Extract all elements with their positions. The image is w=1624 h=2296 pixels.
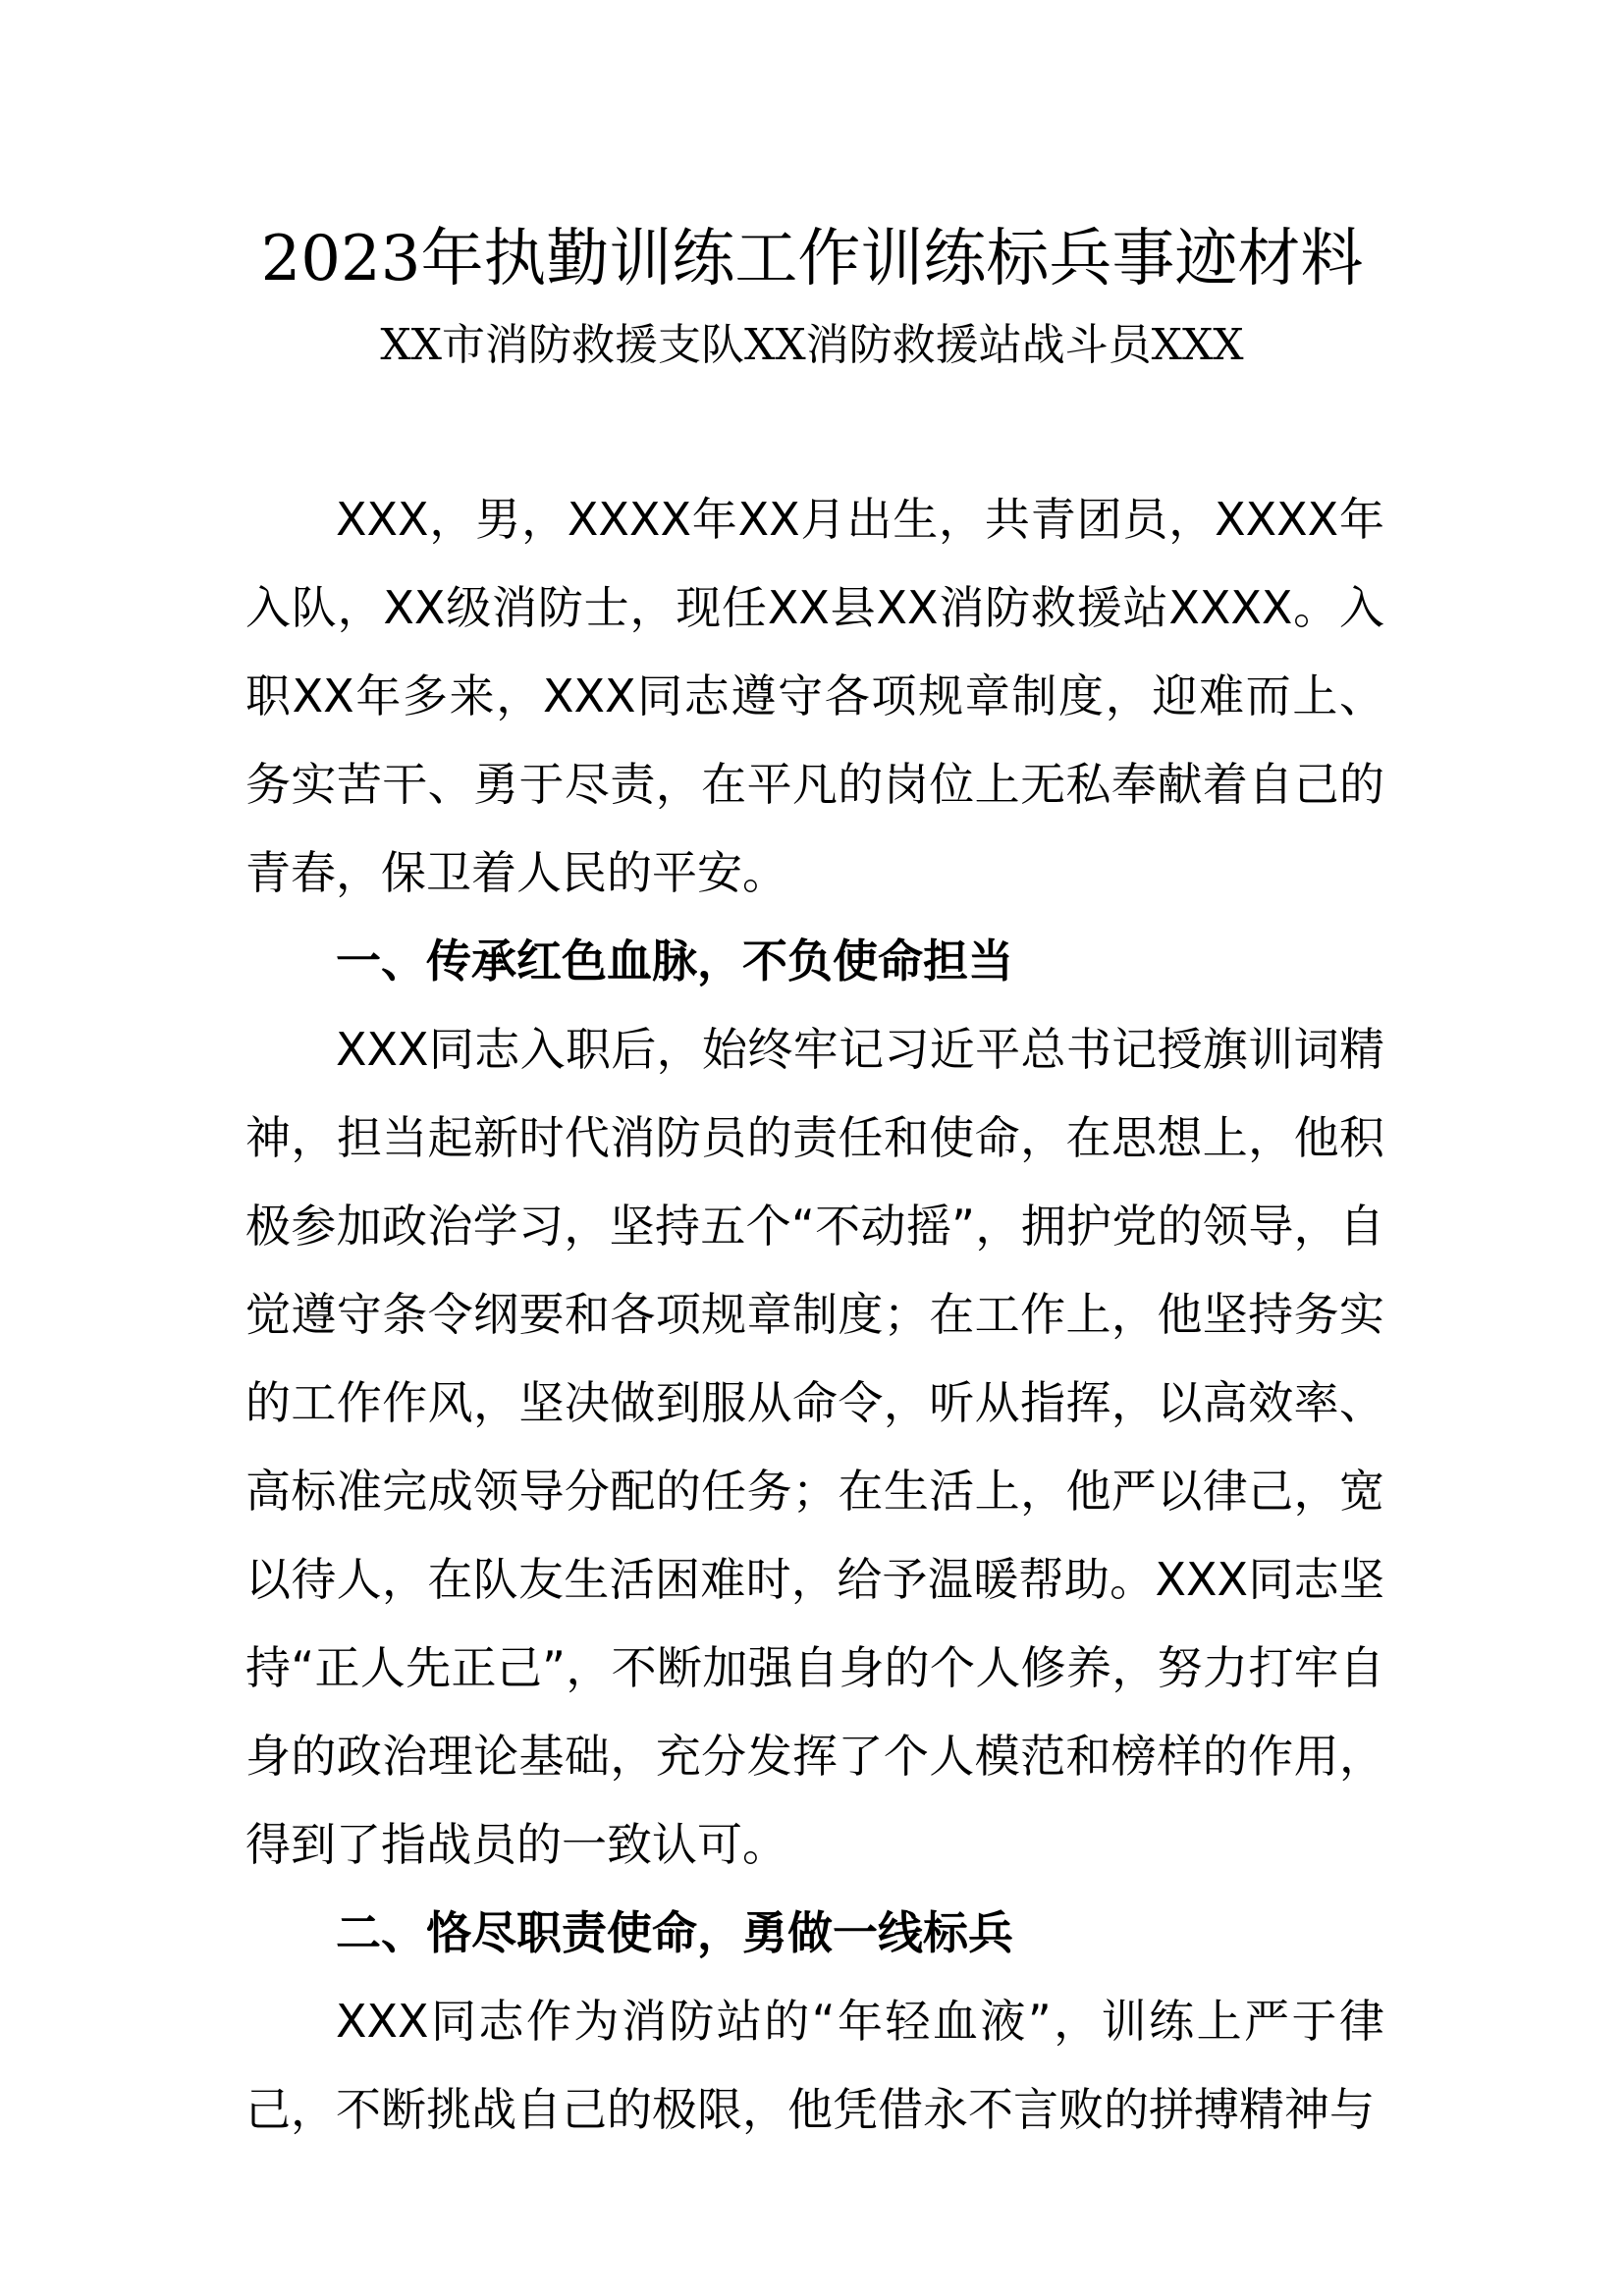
document-body (245, 475, 1384, 2154)
document-subtitle: XX市消防救援支队XX消防救援站战斗员XXX (380, 320, 1244, 370)
section-1-heading: 一、传承红色血脉，不负使命担当 (336, 934, 1013, 988)
document-title: 2023年执勤训练工作训练标兵事迹材料 (260, 223, 1364, 295)
section-2-heading: 二、恪尽职责使命，勇做一线标兵 (336, 1906, 1013, 1959)
intro-paragraph: XXX，男，XXXX年XX月出生，共青团员，XXXX年入队，XX级消防士，现任XX县XX消防救援站XXXX。入职XX年多来，XXX同志遵守各项规章制度，迎难而上、务实苦干、勇于尽责，在平凡的岗位上无私奉献着自己的青春，保卫着人民的平安。 (245, 493, 1384, 899)
section-2-paragraph: XXX同志作为消防站的“年轻血液”，训练上严于律己，不断挑战自己的极限，他凭借永不言败的拼搏精神与 (245, 1995, 1384, 2136)
section-1-paragraph: XXX同志入职后，始终牢记习近平总书记授旗训词精神，担当起新时代消防员的责任和使命，在思想上，他积极参加政治学习，坚持五个“不动摇”，拥护党的领导，自觉遵守条令纲要和各项规章制度；在工作上，他坚持务实的工作作风，坚决做到服从命令，听从指挥，以高效率、高标准完成领导分配的任务；在生活上，他严以律己，宽以待人，在队友生活困难时，给予温暖帮助。XXX同志坚持“正人先正己”，不断加强自身的个人修养，努力打牢自身的政治理论基础，充分发挥了个人模范和榜样的作用，得到了指战员的一致认可。 (245, 1023, 1384, 1871)
